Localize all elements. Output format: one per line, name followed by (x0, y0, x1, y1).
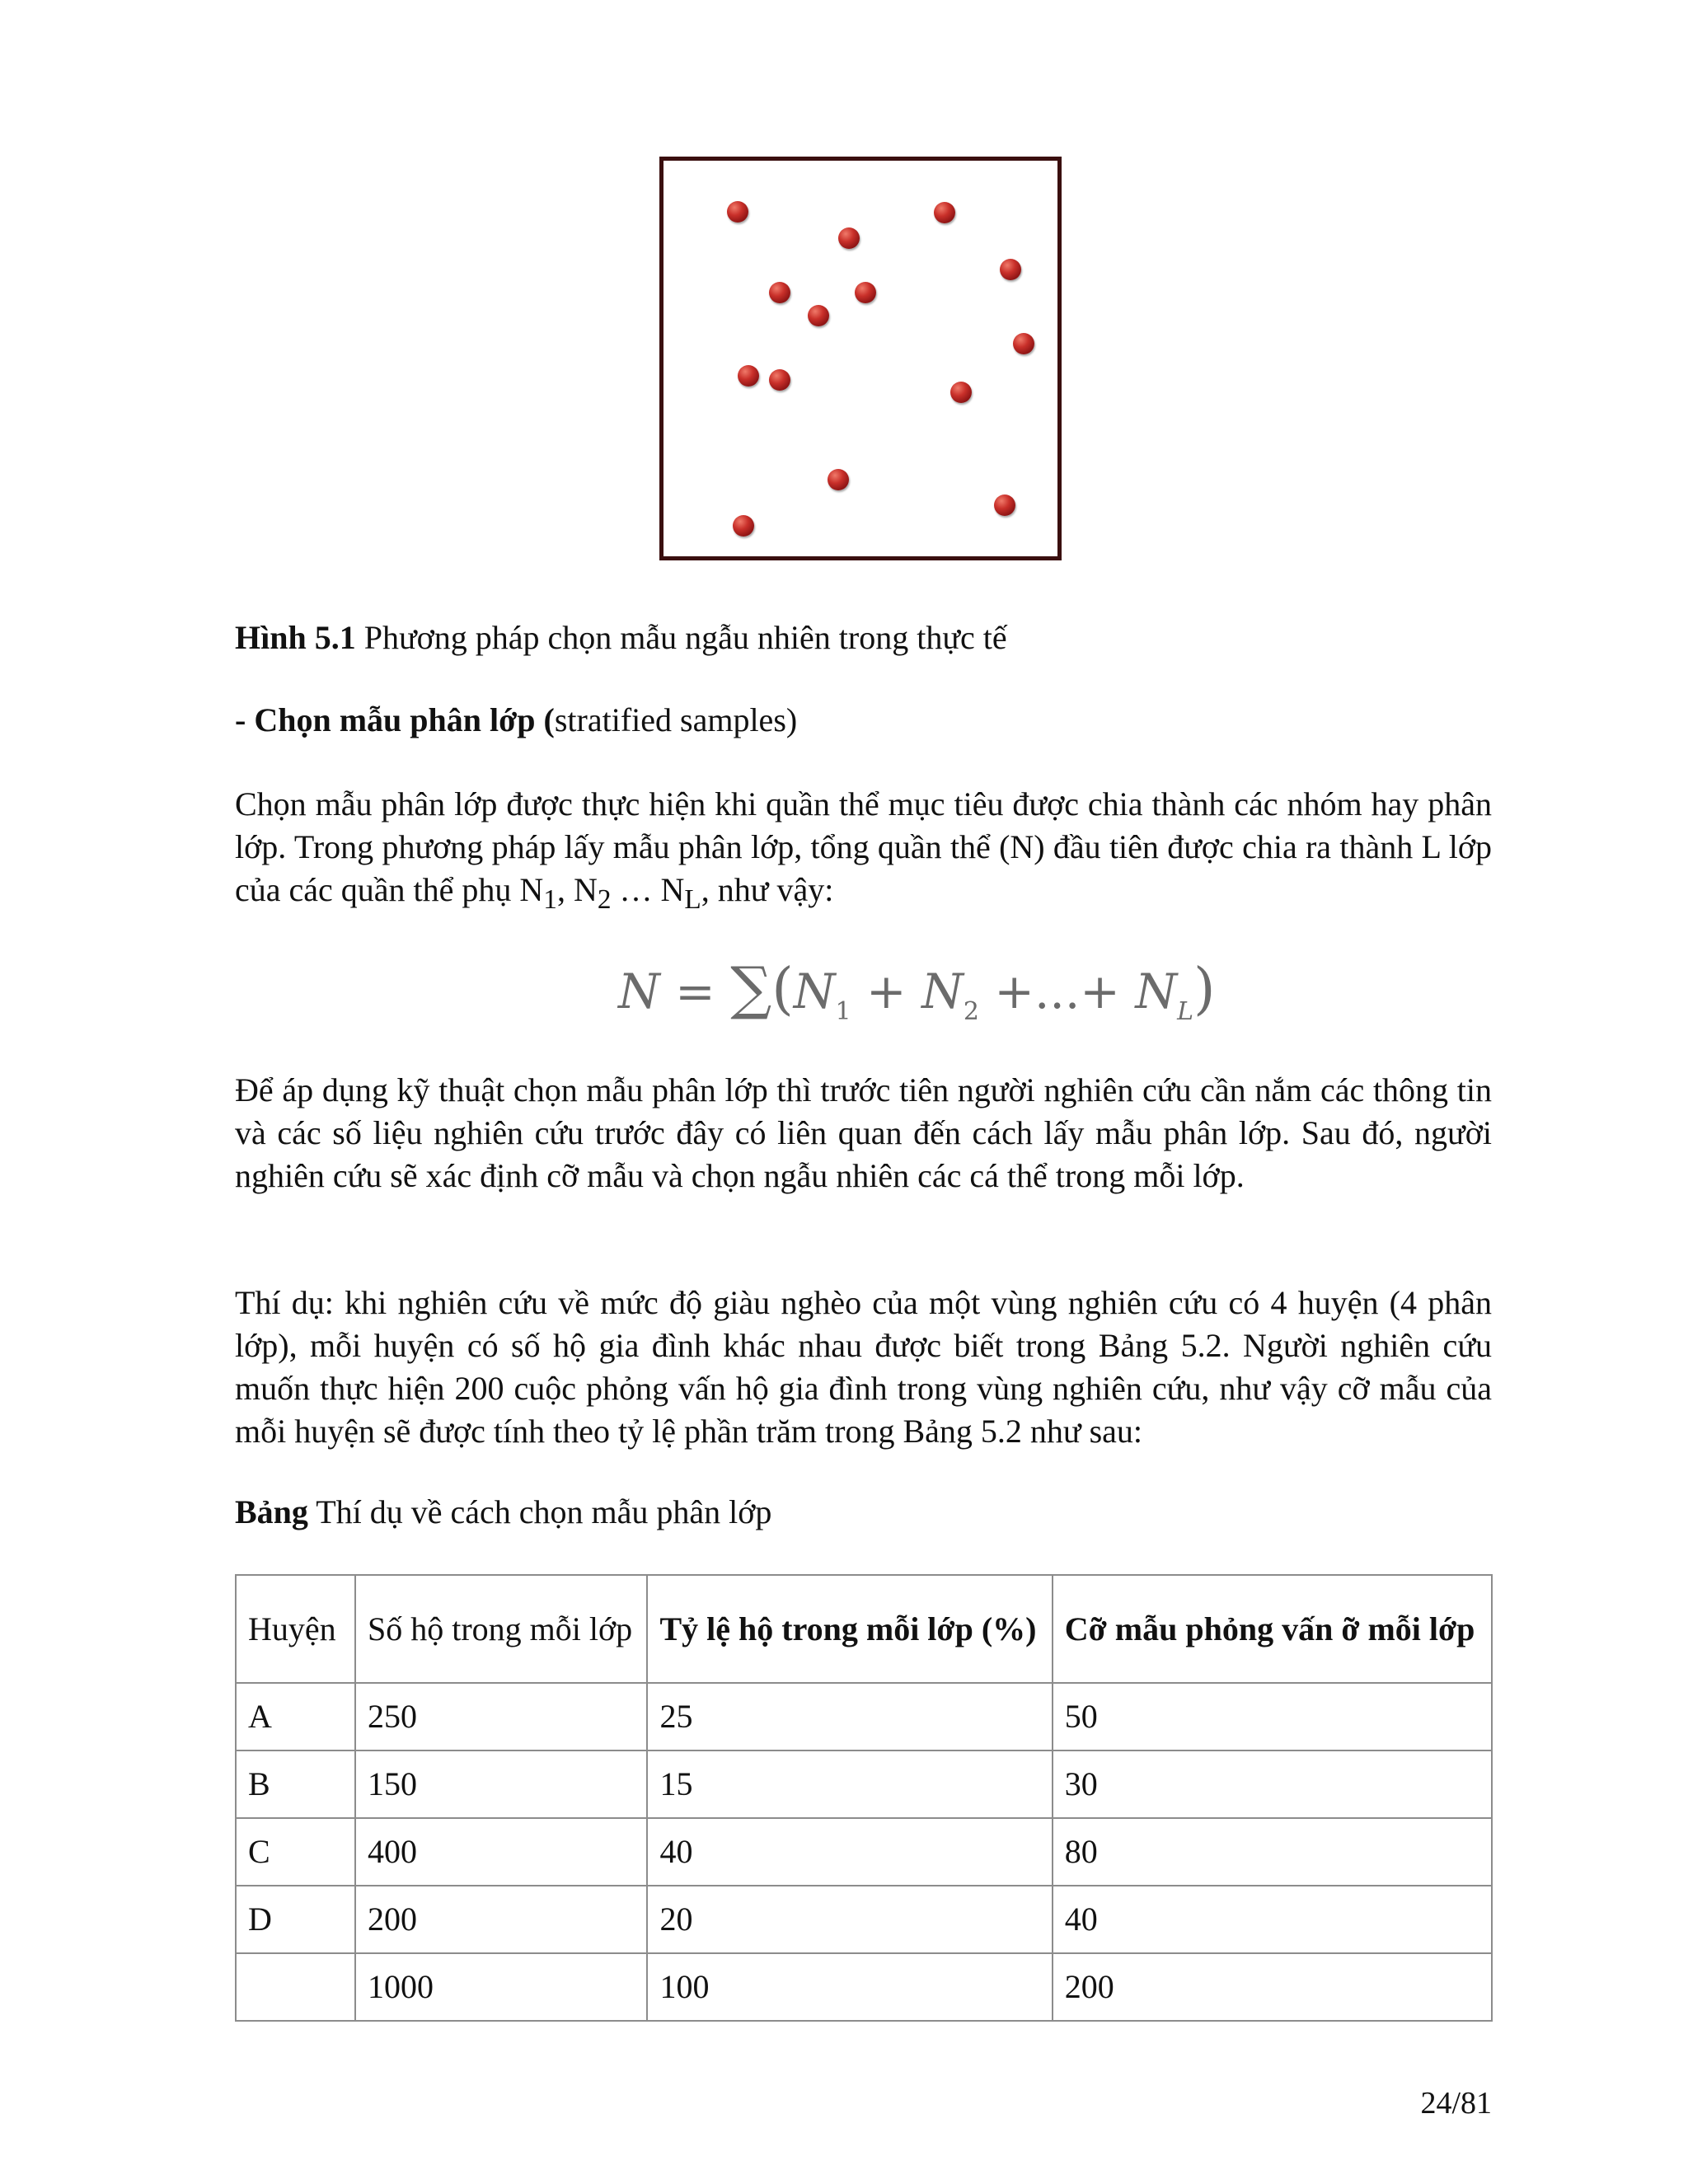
formula-plus-1: + (851, 963, 922, 1019)
formula-open-paren: ( (771, 957, 794, 1022)
subscript-l: L (684, 884, 701, 915)
formula-nl: N (1135, 963, 1178, 1019)
sample-dot (769, 282, 790, 303)
table-cell: 250 (355, 1683, 648, 1750)
table-cell: 30 (1053, 1750, 1492, 1818)
sum-formula (618, 948, 1216, 1038)
formula-expression (618, 954, 1216, 1026)
sample-dot (769, 369, 790, 391)
formula-sum-symbol: ∑ (730, 954, 772, 1022)
table-cell: 40 (647, 1818, 1052, 1886)
sample-dot (828, 469, 849, 490)
table-cell: 40 (1053, 1886, 1492, 1953)
section-heading-rest: stratified samples) (554, 701, 798, 738)
section-heading-bold: - Chọn mẫu phân lớp ( (235, 701, 555, 738)
paragraph-intro-text: Chọn mẫu phân lớp được thực hiện khi quần thể mục tiêu được chia thành các nhóm hay phân lớp. Trong phương pháp lấy mẫu phân lớp, tổng quần thể (N) đầu tiên được chia ra thành L lớp của các quần thể phụ N (235, 785, 1492, 908)
subscript-1: 1 (543, 884, 557, 915)
sample-dot (994, 494, 1015, 516)
formula-close-paren: ) (1193, 957, 1216, 1022)
formula-lhs: N = (618, 963, 731, 1019)
sample-dot (934, 202, 955, 223)
paragraph-intro-text-3: … N (611, 871, 685, 908)
sample-dot (1000, 259, 1021, 280)
table-cell: 400 (355, 1818, 648, 1886)
figure-caption-label: Hình 5.1 (235, 619, 356, 656)
table-cell (236, 1953, 355, 2021)
sample-dot (838, 227, 860, 249)
table-caption-text: Thí dụ về cách chọn mẫu phân lớp (307, 1493, 772, 1530)
table-cell: 1000 (355, 1953, 648, 2021)
table-caption-label: Bảng (235, 1493, 308, 1530)
table-cell: 25 (647, 1683, 1052, 1750)
subscript-2: 2 (597, 884, 612, 915)
sample-dot (733, 515, 754, 537)
table-row (236, 1886, 1492, 1953)
sample-dot (808, 305, 829, 326)
table-cell: 100 (647, 1953, 1052, 2021)
formula-n1-sub: 1 (835, 997, 851, 1026)
table-cell: A (236, 1683, 355, 1750)
formula-nl-sub: L (1177, 997, 1193, 1026)
random-sampling-figure (659, 157, 1062, 560)
paragraph-example: Thí dụ: khi nghiên cứu về mức độ giàu nghèo của một vùng nghiên cứu có 4 huyện (4 phân lớp), mỗi huyện có số hộ gia đình khác nhau được biết trong Bảng 5.2. Người nghiên cứu muốn thực hiện 200 cuộc phỏng vấn hộ gia đình trong vùng nghiên cứu, như vậy cỡ mẫu của mỗi huyện sẽ được tính theo tỷ lệ phần trăm trong Bảng 5.2 như sau: (235, 1284, 1492, 1450)
formula-n2: N (921, 963, 964, 1019)
table-header-row (236, 1575, 1492, 1683)
table-cell: 15 (647, 1750, 1052, 1818)
header-cell-households: Số hộ trong mỗi lớp (355, 1575, 648, 1683)
sample-dot (1013, 333, 1034, 354)
figure-caption (235, 616, 1492, 659)
table-cell: 80 (1053, 1818, 1492, 1886)
table-caption (235, 1491, 1492, 1534)
header-cell-sample-size: Cỡ mẫu phỏng vấn ỡ mỗi lớp (1053, 1575, 1492, 1683)
table-cell: 150 (355, 1750, 648, 1818)
paragraph-intro (235, 783, 1492, 921)
figure-caption-text: Phương pháp chọn mẫu ngẫu nhiên trong thực tế (355, 619, 1007, 656)
paragraph-technique: Để áp dụng kỹ thuật chọn mẫu phân lớp thì trước tiên người nghiên cứu cần nắm các thông tin và các số liệu nghiên cứu trước đây có liên quan đến cách lấy mẫu phân lớp. Sau đó, người nghiên cứu sẽ xác định cỡ mẫu và chọn ngẫu nhiên các cá thể trong mỗi lớp. (235, 1071, 1492, 1194)
formula-plus-2: +...+ (978, 963, 1136, 1019)
header-cell-district: Huyện (236, 1575, 355, 1683)
section-heading (235, 699, 1492, 742)
sample-dot (727, 201, 748, 223)
table-cell: C (236, 1818, 355, 1886)
sample-dot (855, 282, 876, 303)
table-row (236, 1683, 1492, 1750)
table-cell: D (236, 1886, 355, 1953)
table-row (236, 1818, 1492, 1886)
stratified-sample-table (235, 1574, 1493, 2022)
formula-n1: N (793, 963, 836, 1019)
table-cell: 20 (647, 1886, 1052, 1953)
formula-n2-sub: 2 (963, 997, 979, 1026)
table-cell: 200 (1053, 1953, 1492, 2021)
table-total-row (236, 1953, 1492, 2021)
page-number: 24/81 (1420, 2086, 1492, 2121)
table-row (236, 1750, 1492, 1818)
table-cell: 200 (355, 1886, 648, 1953)
header-cell-ratio: Tỷ lệ hộ trong mỗi lớp (%) (647, 1575, 1052, 1683)
sample-dot (738, 365, 759, 387)
table-cell: B (236, 1750, 355, 1818)
paragraph-intro-text-4: , như vậy: (701, 871, 834, 908)
sample-dot (950, 382, 972, 403)
table-cell: 50 (1053, 1683, 1492, 1750)
paragraph-intro-text-2: , N (556, 871, 598, 908)
